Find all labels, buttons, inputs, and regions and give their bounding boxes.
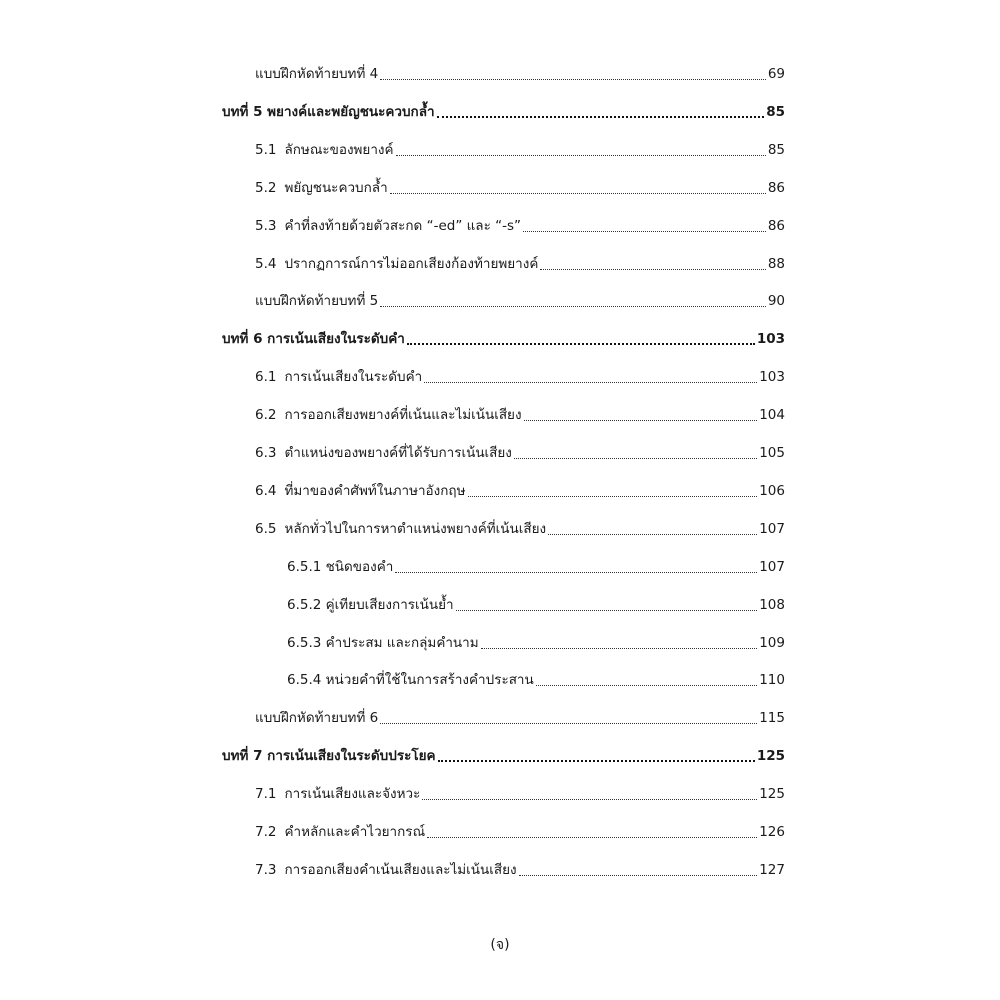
dot-leader [548,525,757,535]
toc-subsection-entry[interactable] [287,631,785,655]
dot-leader [396,146,766,156]
toc-entry-page-number: 106 [759,482,785,499]
toc-entry-title: บทที่ 6 การเน้นเสียงในระดับคำ [222,331,405,348]
toc-entry-title: บทที่ 7 การเน้นเสียงในระดับประโยค [222,748,436,765]
toc-entry-page-number: 107 [759,558,785,575]
dot-leader [380,714,757,724]
dot-leader [524,411,758,421]
dot-leader [468,487,758,497]
toc-subsection-entry[interactable] [287,668,785,692]
toc-entry-number: 7.3 [255,861,277,878]
toc-section-entry[interactable] [255,176,785,200]
toc-entry-page-number: 103 [756,331,785,348]
toc-entry-page-number: 109 [759,634,785,651]
toc-entry-number: 6.5 [255,520,277,537]
toc-section-entry[interactable] [255,706,785,730]
dot-leader [437,107,765,118]
dot-leader [540,260,765,270]
toc-entry-number: 5.4 [255,255,277,272]
toc-entry-title: การออกเสียงคำเน้นเสียงและไม่เน้นเสียง [284,861,517,878]
toc-section-entry[interactable] [255,403,785,427]
toc-entry-title: 6.5.1 ชนิดของคำ [287,558,394,575]
dot-leader [523,222,766,232]
toc-entry-number: 6.3 [255,445,277,461]
toc-section-entry[interactable] [255,441,785,465]
dot-leader [424,373,757,383]
toc-section-entry[interactable] [255,365,785,389]
toc-entry-number: 7.1 [255,786,277,803]
toc-section-entry[interactable] [255,214,785,238]
toc-entry-title: หลักทั่วไปในการหาตำแหน่งพยางค์ที่เน้นเสียง [284,520,547,537]
toc-entry-page-number: 108 [759,596,785,613]
dot-leader [427,828,757,838]
toc-entry-number: 7.2 [255,824,277,840]
toc-entry-number: 5.3 [255,217,277,234]
toc-entry-page-number: 110 [759,672,785,689]
toc-entry-title: การเน้นเสียงและจังหวะ [284,786,421,803]
toc-chapter-entry[interactable] [222,100,785,124]
dot-leader [536,676,757,686]
toc-entry-title: คำที่ลงท้ายด้วยตัวสะกด “-ed” และ “-s” [284,217,522,234]
toc-entry-page-number: 125 [756,748,785,765]
toc-entry-title: ลักษณะของพยางค์ [284,141,394,158]
dot-leader [438,751,755,762]
toc-chapter-entry[interactable] [222,744,785,768]
dot-leader [514,449,757,459]
toc-entry-page-number: 115 [759,710,785,727]
toc-entry-title: แบบฝึกหัดท้ายบทที่ 4 [255,66,379,82]
toc-entry-page-number: 105 [759,445,785,461]
toc-entry-title: ปรากฏการณ์การไม่ออกเสียงก้องท้ายพยางค์ [284,255,539,272]
toc-entry-page-number: 90 [767,293,785,310]
toc-chapter-entry[interactable] [222,327,785,351]
toc-section-entry[interactable] [255,858,785,882]
toc-section-entry[interactable] [255,289,785,313]
toc-entry-title: การออกเสียงพยางค์ที่เน้นและไม่เน้นเสียง [284,407,522,424]
dot-leader [380,297,766,307]
toc-entry-page-number: 69 [767,66,785,82]
toc-entry-title: แบบฝึกหัดท้ายบทที่ 6 [255,710,379,727]
toc-section-entry[interactable] [255,479,785,503]
toc-entry-title: พยัญชนะควบกล้ำ [284,179,388,196]
toc-entry-number: 6.1 [255,369,277,386]
toc-entry-page-number: 127 [759,861,785,878]
toc-entry-title: 6.5.3 คำประสม และกลุ่มคำนาม [287,634,479,651]
toc-entry-title: บทที่ 5 พยางค์และพยัญชนะควบกล้ำ [222,103,435,120]
toc-entry-page-number: 104 [759,407,785,424]
toc-entry-number: 5.1 [255,141,277,158]
toc-entry-title: ตำแหน่งของพยางค์ที่ได้รับการเน้นเสียง [284,445,512,461]
toc-entry-page-number: 107 [759,520,785,537]
toc-section-entry[interactable] [255,517,785,541]
toc-entry-page-number: 85 [767,141,785,158]
toc-entry-title: 6.5.4 หน่วยคำที่ใช้ในการสร้างคำประสาน [287,672,534,689]
toc-entry-title: คำหลักและคำไวยากรณ์ [284,824,426,840]
toc-section-entry[interactable] [255,138,785,162]
dot-leader [422,790,757,800]
toc-entry-page-number: 86 [767,179,785,196]
dot-leader [395,563,757,573]
toc-subsection-entry[interactable] [287,593,785,617]
toc-section-entry[interactable] [255,820,785,844]
dot-leader [519,866,758,876]
toc-entry-page-number: 85 [766,103,785,120]
dot-leader [390,184,766,194]
toc-subsection-entry[interactable] [287,555,785,579]
dot-leader [380,70,766,80]
dot-leader [456,601,758,611]
toc-entry-title: ที่มาของคำศัพท์ในภาษาอังกฤษ [284,482,466,499]
toc-entry-number: 6.2 [255,407,277,424]
toc-entry-page-number: 126 [759,824,785,840]
toc-entry-title: การเน้นเสียงในระดับคำ [284,369,423,386]
toc-entry-number: 6.4 [255,482,277,499]
toc-section-entry[interactable] [255,62,785,86]
toc-section-entry[interactable] [255,252,785,276]
toc-entry-page-number: 125 [759,786,785,803]
toc-entry-title: 6.5.2 คู่เทียบเสียงการเน้นย้ำ [287,596,454,613]
toc-entry-page-number: 86 [767,217,785,234]
toc-entry-title: แบบฝึกหัดท้ายบทที่ 5 [255,293,379,310]
dot-leader [407,334,755,345]
toc-entry-page-number: 88 [767,255,785,272]
page-number-footer: (จ) [490,937,510,953]
toc-entry-page-number: 103 [759,369,785,386]
dot-leader [481,639,758,649]
toc-section-entry[interactable] [255,782,785,806]
toc-entry-number: 5.2 [255,179,277,196]
